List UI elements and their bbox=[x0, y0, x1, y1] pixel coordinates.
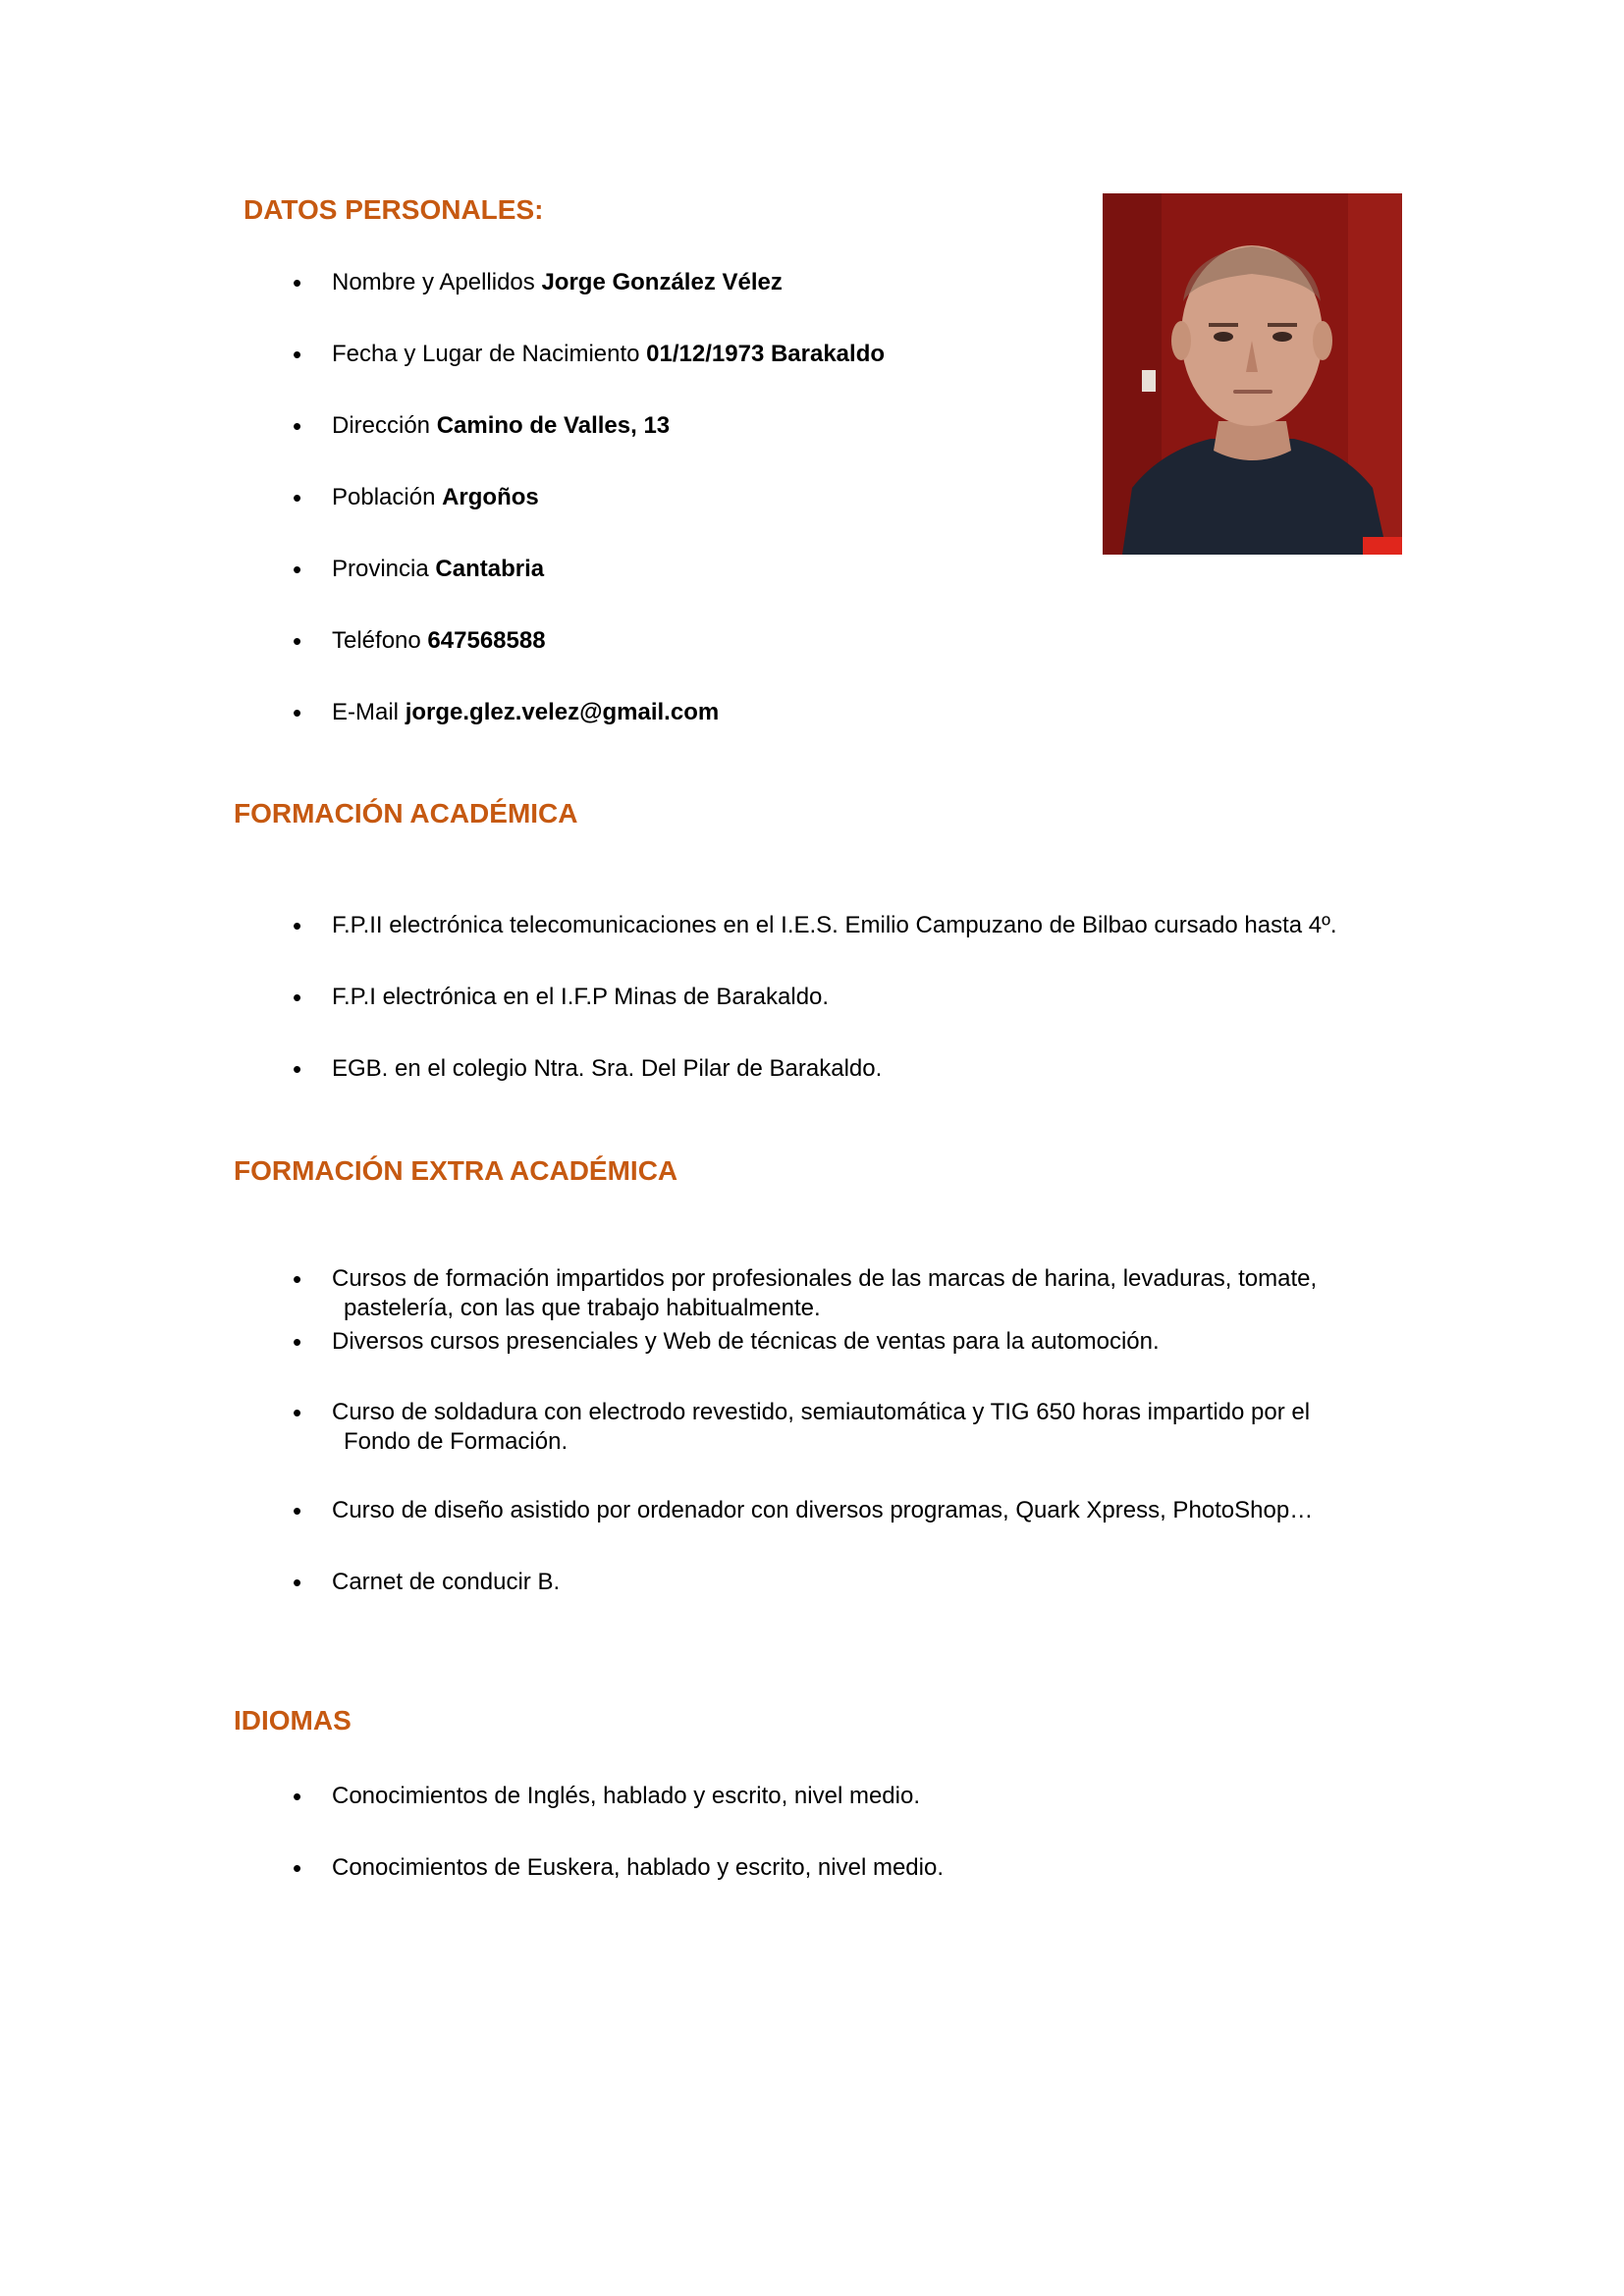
list-item-text: F.P.I electrónica en el I.F.P Minas de Barakaldo. bbox=[332, 984, 830, 1010]
list-item-text-continued: Fondo de Formación. bbox=[344, 1428, 568, 1455]
bullet-icon: • bbox=[293, 1398, 302, 1427]
section-title-extra: FORMACIÓN EXTRA ACADÉMICA bbox=[234, 1155, 678, 1186]
field-value: Jorge González Vélez bbox=[541, 269, 783, 295]
portrait-illustration bbox=[1103, 193, 1402, 555]
bullet-icon: • bbox=[293, 911, 302, 940]
section-title-academic: FORMACIÓN ACADÉMICA bbox=[234, 798, 578, 828]
bullet-icon: • bbox=[293, 1853, 302, 1883]
list-item-text: Diversos cursos presenciales y Web de técnicas de ventas para la automoción. bbox=[332, 1328, 1160, 1355]
bullet-icon: • bbox=[293, 1568, 302, 1597]
field-value: Cantabria bbox=[435, 556, 545, 582]
section-title-personal: DATOS PERSONALES: bbox=[244, 194, 544, 225]
bullet-icon: • bbox=[293, 1054, 302, 1084]
list-item-text: Cursos de formación impartidos por profesionales de las marcas de harina, levaduras, tomate, bbox=[332, 1265, 1318, 1292]
list-item-text: Curso de diseño asistido por ordenador con diversos programas, Quark Xpress, PhotoShop… bbox=[332, 1497, 1314, 1523]
bullet-icon: • bbox=[293, 698, 302, 727]
bullet-icon: • bbox=[293, 555, 302, 584]
bullet-icon: • bbox=[293, 268, 302, 297]
list-item-text: F.P.II electrónica telecomunicaciones en el I.E.S. Emilio Campuzano de Bilbao cursado hasta 4º. bbox=[332, 912, 1337, 938]
bullet-icon: • bbox=[293, 983, 302, 1012]
field-label: Nombre y Apellidos bbox=[332, 269, 542, 295]
field-value: jorge.glez.velez@gmail.com bbox=[405, 699, 720, 725]
bullet-icon: • bbox=[293, 1264, 302, 1294]
list-item-text: Conocimientos de Euskera, hablado y escrito, nivel medio. bbox=[332, 1854, 944, 1881]
list-item-text: Conocimientos de Inglés, hablado y escrito, nivel medio. bbox=[332, 1783, 920, 1809]
field-value: 01/12/1973 Barakaldo bbox=[646, 341, 886, 367]
field-label: Dirección bbox=[332, 412, 431, 439]
bullet-icon: • bbox=[293, 340, 302, 369]
section-title-languages: IDIOMAS bbox=[234, 1705, 352, 1735]
list-item-text: EGB. en el colegio Ntra. Sra. Del Pilar de Barakaldo. bbox=[332, 1055, 883, 1082]
field-label: Provincia bbox=[332, 556, 429, 582]
list-item-text: Curso de soldadura con electrodo revestido, semiautomática y TIG 650 horas impartido por el bbox=[332, 1399, 1311, 1425]
bullet-icon: • bbox=[293, 411, 302, 441]
field-value: 647568588 bbox=[427, 627, 546, 654]
bullet-icon: • bbox=[293, 483, 302, 512]
field-label: Población bbox=[332, 484, 436, 510]
bullet-icon: • bbox=[293, 1496, 302, 1525]
field-value: Camino de Valles, 13 bbox=[436, 412, 671, 439]
bullet-icon: • bbox=[293, 1327, 302, 1357]
bullet-icon: • bbox=[293, 626, 302, 656]
profile-photo bbox=[1103, 193, 1402, 555]
field-value: Argoños bbox=[442, 484, 539, 510]
list-item-text-continued: pastelería, con las que trabajo habitualmente. bbox=[344, 1295, 821, 1321]
field-label: E-Mail bbox=[332, 699, 400, 725]
field-label: Teléfono bbox=[332, 627, 421, 654]
field-label: Fecha y Lugar de Nacimiento bbox=[332, 341, 647, 367]
bullet-icon: • bbox=[293, 1782, 302, 1811]
list-item-text: Carnet de conducir B. bbox=[332, 1569, 561, 1595]
